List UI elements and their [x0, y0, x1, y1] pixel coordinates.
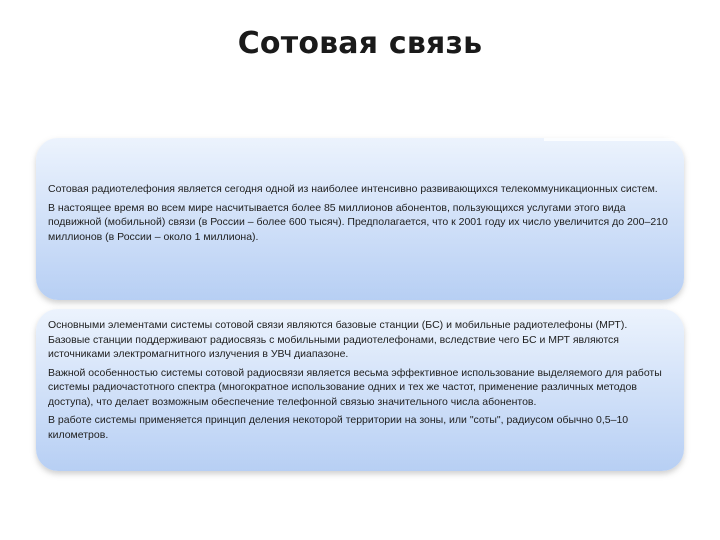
intro-panel	[36, 138, 684, 300]
slide-title: Сотовая связь	[237, 26, 483, 61]
cells-paragraph: В работе системы применяется принцип деления некоторой территории на зоны, или "соты", радиусом обычно 0,5–10 километров.	[48, 414, 629, 441]
panel-highlight	[544, 138, 684, 141]
elements-paragraph: Основными элементами системы сотовой связи являются базовые станции (БС) и мобильные радиотелефоны (МРТ). Базовые станции поддерживают радиосвязь с мобильными радиотелефонами, вследствие чего БС и МРТ являются источниками электромагнитного излучения в УВЧ диапазоне.	[48, 319, 628, 360]
intro-paragraph: Сотовая радиотелефония является сегодня одной из наиболее интенсивно развивающихся телекоммуникационных систем.	[48, 183, 658, 195]
subscribers-paragraph: В настоящее время во всем мире насчитывается более 85 миллионов абонентов, пользующихся услугами этого вида подвижной (мобильной) связи (в России – более 600 тысяч). Предполагается, что к 2001 году их число увеличится до 200–210 миллионов (в России – около 1 миллиона).	[48, 201, 668, 243]
spectrum-paragraph: Важной особенностью системы сотовой радиосвязи является весьма эффективное использование выделяемого для работы системы радиочастотного спектра (многократное использование одних и тех же частот, применение различных методов доступа), что делает возможным обеспечение телефонной связью значительного числа абонентов.	[48, 366, 662, 408]
details-panel	[36, 309, 684, 471]
